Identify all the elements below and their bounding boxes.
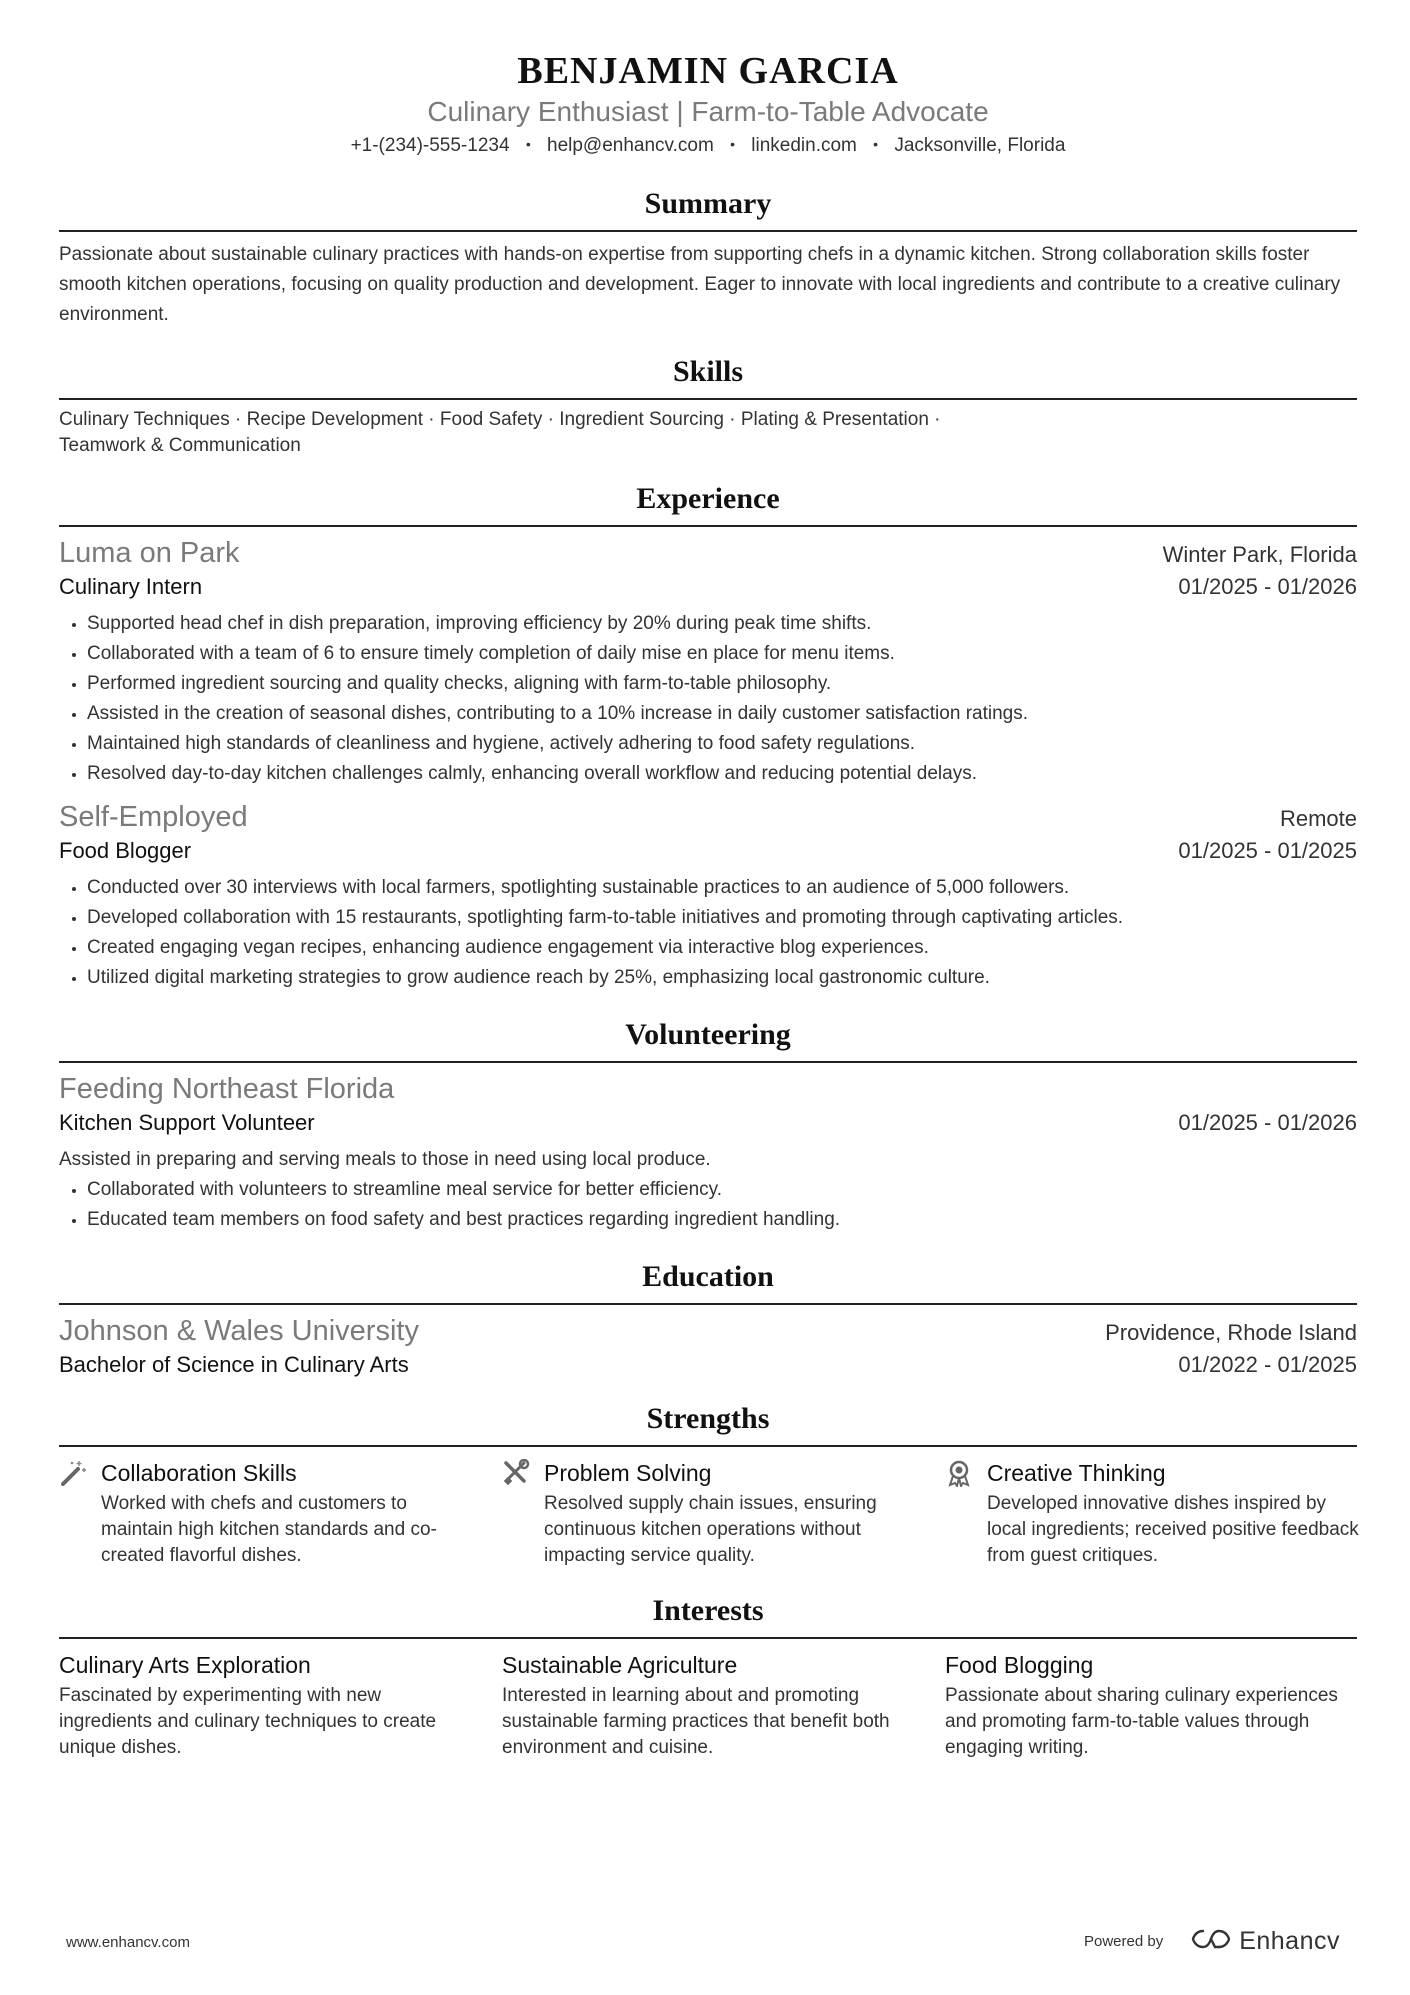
interest-item <box>945 1649 1357 1761</box>
section-title-strengths: Strengths <box>59 1399 1357 1447</box>
strength-item <box>59 1457 502 1569</box>
interest-description: Fascinated by experimenting with new ingredients and culinary techniques to create unique dishes. <box>59 1685 437 1758</box>
skills-section <box>59 352 1357 459</box>
strengths-section <box>59 1399 1357 1569</box>
enhancv-logo-icon <box>1191 1927 1231 1956</box>
resume-page <box>59 0 1357 1761</box>
organization-name: Feeding Northeast Florida <box>59 1073 395 1105</box>
interest-title: Sustainable Agriculture <box>502 1652 738 1678</box>
section-title-summary: Summary <box>59 184 1357 232</box>
strength-item <box>502 1457 945 1569</box>
achievement-item: • Created engaging vegan recipes, enhancing audience engagement via interactive blog experiences. <box>87 933 1357 963</box>
employer-name: Luma on Park <box>59 537 240 569</box>
separator-dot: • <box>730 136 735 152</box>
candidate-headline: Culinary Enthusiast | Farm-to-Table Advocate <box>427 96 989 127</box>
achievement-item: • Resolved day-to-day kitchen challenges calmly, enhancing overall workflow and reducing potential delays. <box>87 759 1357 789</box>
strength-description: Developed innovative dishes inspired by local ingredients; received positive feedback from guest critiques. <box>987 1493 1359 1566</box>
location-text: Jacksonville, Florida <box>894 135 1066 156</box>
summary-section <box>59 184 1357 330</box>
section-title-volunteering: Volunteering <box>59 1015 1357 1063</box>
job-location: Winter Park, Florida <box>1162 542 1357 567</box>
brand-name: Enhancv <box>1239 1927 1340 1955</box>
experience-section <box>59 479 1357 993</box>
volunteering-section <box>59 1015 1357 1235</box>
job-title: Culinary Intern <box>59 574 203 599</box>
strength-title: Creative Thinking <box>987 1460 1166 1486</box>
job-title: Food Blogger <box>59 838 192 863</box>
interest-item <box>59 1649 502 1761</box>
magic-wand-icon <box>59 1458 101 1488</box>
skills-line: Culinary Techniques · Recipe Development · Food Safety · Ingredient Sourcing · Plating & Presentation · <box>59 409 941 430</box>
interest-title: Food Blogging <box>945 1652 1094 1678</box>
skills-list <box>59 407 1357 459</box>
strength-description: Worked with chefs and customers to maintain high kitchen standards and co-created flavorful dishes. <box>101 1493 437 1566</box>
footer-website-link[interactable]: www.enhancv.com <box>66 1934 190 1951</box>
summary-text: Passionate about sustainable culinary practices with hands-on expertise from supporting chefs in a dynamic kitchen. Strong collaboration skills foster smooth kitchen operations, focusing on quality production and development. Eager to innovate with local ingredients and contribute to a creative culinary environment. <box>59 244 1341 325</box>
separator-dot: • <box>525 136 531 152</box>
separator-dot: • <box>873 136 879 152</box>
powered-by-label: Powered by <box>1083 1933 1164 1950</box>
job-dates: 01/2025 - 01/2025 <box>1178 838 1357 863</box>
strength-title: Problem Solving <box>544 1460 712 1486</box>
interest-description: Passionate about sharing culinary experiences and promoting farm-to-table values through engaging writing. <box>945 1685 1338 1758</box>
footer-branding <box>1084 1927 1340 1956</box>
email-link[interactable]: help@enhancv.com <box>547 135 714 156</box>
volunteer-bullet-list <box>59 1175 1357 1235</box>
section-title-interests: Interests <box>59 1591 1357 1639</box>
volunteering-entry <box>59 1071 1357 1235</box>
skills-line: Teamwork & Communication <box>59 435 301 456</box>
achievement-item: • Collaborated with a team of 6 to ensure timely completion of daily mise en place for menu items. <box>87 639 1357 669</box>
achievement-item: • Developed collaboration with 15 restaurants, spotlighting farm-to-table initiatives and promoting through captivating articles. <box>87 903 1357 933</box>
school-location: Providence, Rhode Island <box>1105 1320 1357 1345</box>
strength-description: Resolved supply chain issues, ensuring continuous kitchen operations without impacting service quality. <box>544 1493 877 1566</box>
education-entry <box>59 1313 1357 1381</box>
experience-entry <box>59 799 1357 993</box>
education-section <box>59 1257 1357 1381</box>
volunteer-bullet: • Educated team members on food safety and best practices regarding ingredient handling. <box>87 1205 1357 1235</box>
achievement-item: • Assisted in the creation of seasonal dishes, contributing to a 10% increase in daily customer satisfaction ratings. <box>87 699 1357 729</box>
strength-title: Collaboration Skills <box>101 1460 297 1486</box>
achievement-list <box>59 609 1357 789</box>
job-location: Remote <box>1279 806 1357 831</box>
experience-entry <box>59 535 1357 789</box>
achievement-item: • Maintained high standards of cleanliness and hygiene, actively adhering to food safety regulations. <box>87 729 1357 759</box>
linkedin-link[interactable]: linkedin.com <box>751 135 857 156</box>
school-name: Johnson & Wales University <box>59 1315 419 1347</box>
interest-description: Interested in learning about and promoting sustainable farming practices that benefit both environment and cuisine. <box>502 1685 890 1758</box>
degree-name: Bachelor of Science in Culinary Arts <box>59 1352 409 1377</box>
phone-number[interactable]: +1-(234)-555-1234 <box>350 135 510 156</box>
candidate-name: BENJAMIN GARCIA <box>517 50 899 92</box>
achievement-item: • Utilized digital marketing strategies to grow audience reach by 25%, emphasizing local gastronomic culture. <box>87 963 1357 993</box>
contact-line <box>59 130 1357 160</box>
award-ribbon-icon <box>945 1458 987 1488</box>
volunteer-bullet: • Collaborated with volunteers to streamline meal service for better efficiency. <box>87 1175 1357 1205</box>
achievement-item: • Conducted over 30 interviews with local farmers, spotlighting sustainable practices to an audience of 5,000 followers. <box>87 873 1357 903</box>
interest-title: Culinary Arts Exploration <box>59 1652 311 1678</box>
tools-icon <box>502 1458 544 1488</box>
interest-item <box>502 1649 945 1761</box>
achievement-list <box>59 873 1357 993</box>
section-title-experience: Experience <box>59 479 1357 527</box>
interests-section <box>59 1591 1357 1761</box>
section-title-education: Education <box>59 1257 1357 1305</box>
volunteer-dates: 01/2025 - 01/2026 <box>1178 1110 1357 1135</box>
volunteer-role: Kitchen Support Volunteer <box>59 1110 315 1135</box>
section-title-skills: Skills <box>59 352 1357 400</box>
volunteer-description: Assisted in preparing and serving meals to those in need using local produce. <box>59 1149 711 1170</box>
education-dates: 01/2022 - 01/2025 <box>1178 1352 1357 1377</box>
achievement-item: • Supported head chef in dish preparation, improving efficiency by 20% during peak time shifts. <box>87 609 1357 639</box>
achievement-item: • Performed ingredient sourcing and quality checks, aligning with farm-to-table philosophy. <box>87 669 1357 699</box>
strength-item <box>945 1457 1357 1569</box>
job-dates: 01/2025 - 01/2026 <box>1178 574 1357 599</box>
employer-name: Self-Employed <box>59 801 248 833</box>
